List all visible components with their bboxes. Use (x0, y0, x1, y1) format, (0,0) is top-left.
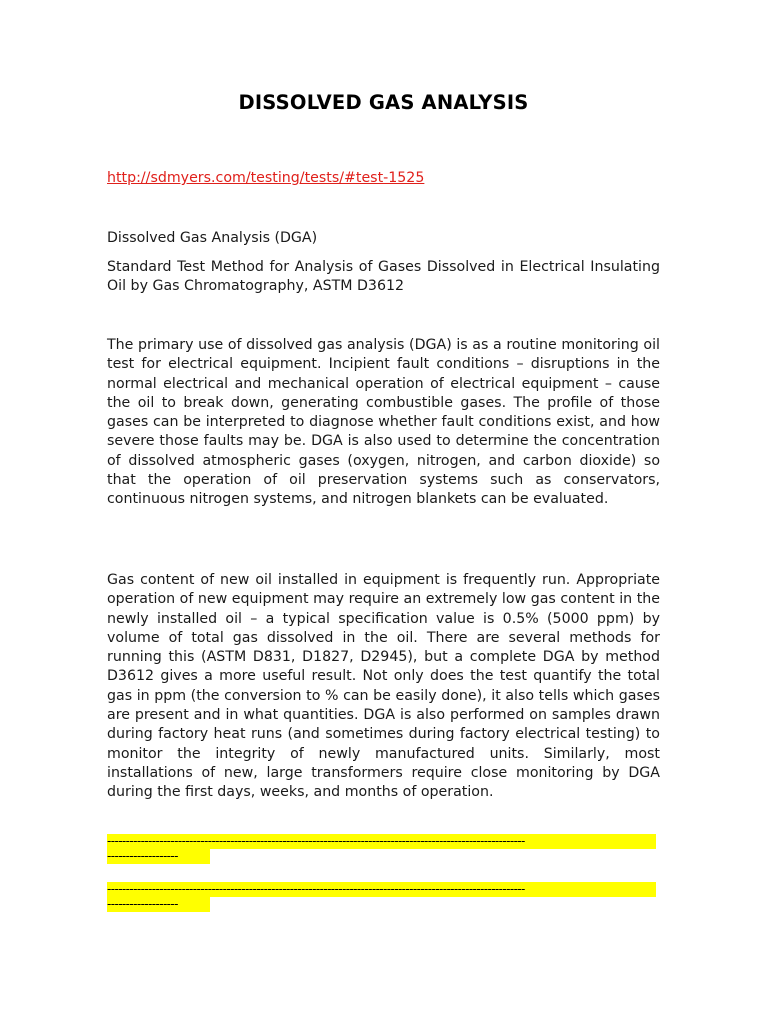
separator-line: ---------------------------------------------------------------------------------------------------------------- (107, 882, 656, 897)
separator-line: ------------------- (107, 897, 210, 912)
source-link[interactable]: http://sdmyers.com/testing/tests/#test-1525 (107, 170, 425, 186)
standard-method-paragraph: Standard Test Method for Analysis of Gases Dissolved in Electrical Insulating Oil by Gas Chromatography, ASTM D3612 (107, 259, 660, 295)
separator-line: ---------------------------------------------------------------------------------------------------------------- (107, 834, 656, 849)
gas-content-paragraph: Gas content of new oil installed in equipment is frequently run. Appropriate operation of new equipment may require an extremely low gas content in the newly installed oil – a typical specification value is 0.5% (5000 ppm) by volume of total gas dissolved in the oil. There are several methods for running this (ASTM D831, D1827, D2945), but a complete DGA by method D3612 gives a more useful result. Not only does the test quantify the total gas in ppm (the conversion to % can be easily done), it also tells which gases are present and in what quantities. DGA is also performed on samples drawn during factory heat runs (and sometimes during factory electrical testing) to monitor the integrity of newly manufactured units. Similarly, most installations of new, large transformers require close monitoring by DGA during the first days, weeks, and months of operation. (107, 572, 660, 801)
dga-heading-paragraph: Dissolved Gas Analysis (DGA) (107, 230, 318, 246)
primary-use-paragraph: The primary use of dissolved gas analysis (DGA) is as a routine monitoring oil test for electrical equipment. Incipient fault conditions – disruptions in the normal electrical and mechanical operation of electrical equipment – cause the oil to break down, generating combustible gases. The profile of those gases can be interpreted to diagnose whether fault conditions exist, and how severe those faults may be. DGA is also used to determine the concentration of dissolved atmospheric gases (oxygen, nitrogen, and carbon dioxide) so that the operation of oil preservation systems such as conservators, continuous nitrogen systems, and nitrogen blankets can be evaluated. (107, 337, 660, 508)
separator-line: ------------------- (107, 849, 210, 864)
highlighted-separator (107, 834, 660, 864)
highlighted-separator (107, 882, 660, 912)
document-title: DISSOLVED GAS ANALYSIS (238, 91, 529, 114)
